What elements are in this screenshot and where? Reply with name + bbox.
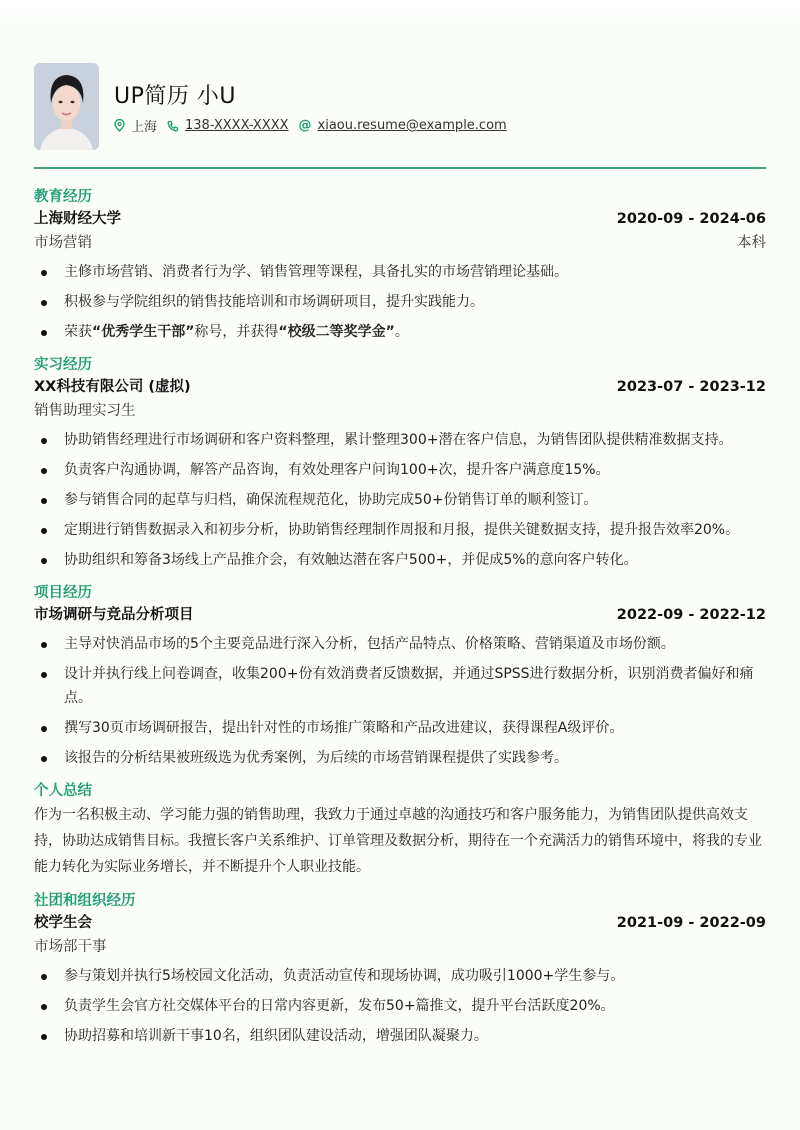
summary-text: 作为一名积极主动、学习能力强的销售助理，我致力于通过卓越的沟通技巧和客户服务能力，为销售团队提供高效支持，协助达成销售目标。我擅长客户关系维护、订单管理及数据分析，期待在一个充满活力的销售环境中，将我的专业能力转化为实际业务增长，并不断提升个人职业技能。 — [34, 807, 762, 875]
location-text: 上海 — [131, 120, 158, 135]
list-item: 参与策划并执行5场校园文化活动，负责活动宣传和现场协调，成功吸引1000+学生参与。 — [34, 964, 766, 988]
internship-dates: 2023-07 - 2023-12 — [616, 379, 766, 395]
contact-info — [114, 116, 517, 135]
section-title: 实习经历 — [34, 357, 92, 373]
internship-bullets — [34, 428, 766, 572]
internship-section — [34, 354, 766, 572]
club-dates: 2021-09 - 2022-09 — [616, 915, 766, 931]
list-item — [34, 320, 766, 344]
list-item: 协助销售经理进行市场调研和客户资料整理，累计整理300+潜在客户信息，为销售团队提供精准数据支持。 — [34, 428, 766, 452]
top-fade — [0, 0, 800, 30]
resume-header — [34, 63, 766, 153]
project-name: 市场调研与竞品分析项目 — [34, 607, 194, 623]
section-title: 教育经历 — [34, 189, 92, 205]
project-bullets — [34, 632, 766, 770]
list-item: 负责客户沟通协调，解答产品咨询，有效处理客户问询100+次，提升客户满意度15%。 — [34, 458, 766, 482]
section-title: 项目经历 — [34, 585, 92, 601]
text: 荣获 — [64, 324, 92, 340]
list-item: 定期进行销售数据录入和初步分析，协助销售经理制作周报和月报，提供关键数据支持，提升报告效率20%。 — [34, 518, 766, 542]
email-link[interactable]: xiaou.resume@example.com — [317, 118, 507, 133]
map-pin-icon — [114, 119, 125, 132]
phone-icon — [167, 120, 179, 132]
club-bullets — [34, 964, 766, 1048]
email — [299, 118, 507, 133]
list-item: 协助组织和筹备3场线上产品推介会，有效触达潜在客户500+，并促成5%的意向客户转化。 — [34, 548, 766, 572]
list-item: 主导对快消品市场的5个主要竞品进行深入分析，包括产品特点、价格策略、营销渠道及市场份额。 — [34, 632, 766, 656]
phone-link[interactable]: 138-XXXX-XXXX — [185, 118, 289, 133]
profile-photo — [34, 63, 99, 150]
organization-name: 校学生会 — [34, 915, 92, 931]
at-sign-icon: @ — [298, 118, 312, 133]
resume-content — [34, 186, 766, 1058]
list-item: 该报告的分析结果被班级选为优秀案例，为后续的市场营销课程提供了实践参考。 — [34, 746, 766, 770]
list-item: 主修市场营销、消费者行为学、销售管理等课程，具备扎实的市场营销理论基础。 — [34, 260, 766, 284]
list-item: 设计并执行线上问卷调查，收集200+份有效消费者反馈数据，并通过SPSS进行数据分析，识别消费者偏好和痛点。 — [34, 662, 766, 710]
education-bullets — [34, 260, 766, 344]
company-name: XX科技有限公司 (虚拟) — [34, 379, 191, 395]
project-dates: 2022-09 - 2022-12 — [616, 607, 766, 623]
list-item: 参与销售合同的起草与归档，确保流程规范化，协助完成50+份销售订单的顺利签订。 — [34, 488, 766, 512]
scholarship-title: “校级二等奖学金” — [278, 324, 395, 340]
club-section — [34, 890, 766, 1048]
education-section — [34, 186, 766, 344]
header-divider — [34, 167, 766, 169]
phone — [167, 118, 289, 133]
summary-section — [34, 780, 766, 880]
club-role: 市场部干事 — [34, 939, 107, 955]
degree: 本科 — [737, 235, 766, 251]
section-title: 个人总结 — [34, 783, 92, 799]
list-item: 撰写30页市场调研报告，提出针对性的市场推广策略和产品改进建议，获得课程A级评价。 — [34, 716, 766, 740]
honor-title: “优秀学生干部” — [92, 324, 195, 340]
list-item: 负责学生会官方社交媒体平台的日常内容更新，发布50+篇推文，提升平台活跃度20%。 — [34, 994, 766, 1018]
list-item: 积极参与学院组织的销售技能培训和市场调研项目，提升实践能力。 — [34, 290, 766, 314]
text: 称号，并获得 — [194, 324, 279, 340]
education-dates: 2020-09 - 2024-06 — [616, 211, 766, 227]
avatar — [34, 63, 99, 150]
list-item: 协助招募和培训新干事10名，组织团队建设活动，增强团队凝聚力。 — [34, 1024, 766, 1048]
job-role: 销售助理实习生 — [34, 403, 136, 419]
candidate-name: UP简历 小U — [114, 84, 236, 109]
location — [114, 116, 157, 135]
project-section — [34, 582, 766, 770]
text: 。 — [394, 324, 409, 340]
major: 市场营销 — [34, 235, 92, 251]
school-name: 上海财经大学 — [34, 211, 121, 227]
section-title: 社团和组织经历 — [34, 893, 136, 909]
